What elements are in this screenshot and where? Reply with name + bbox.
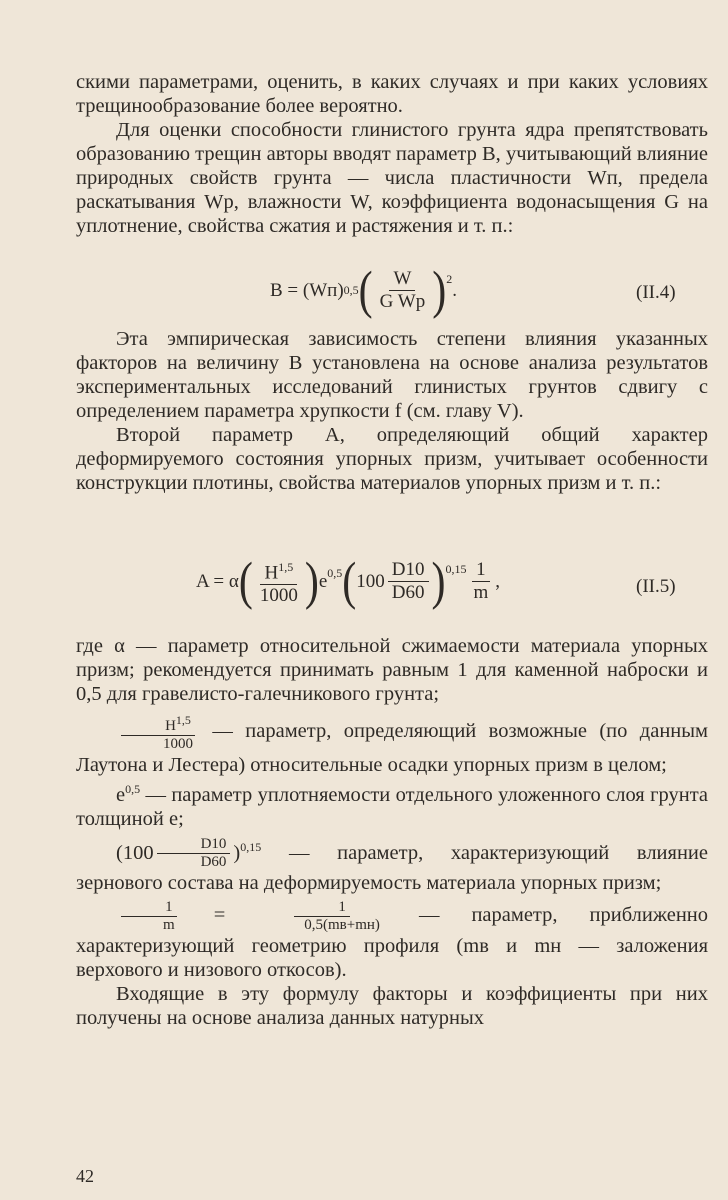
definition-d-numerator: D10: [157, 836, 231, 854]
formula-ii-4-lhs: B = (Wп): [270, 279, 344, 301]
left-paren: (: [238, 552, 253, 611]
paragraph-empirical: Эта эмпирическая зависимость степени влияния указанных факторов на величину B установлена на основе анализа результатов экспериментальных исследований глинистых грунтов сдвигу с определением параметра хрупкости f (см. главу V).: [76, 328, 708, 422]
definition-m-fraction-2: [260, 899, 384, 934]
formula-ii-5-fraction-d: [388, 559, 429, 604]
symbol-e: e: [318, 570, 328, 592]
fraction-m-denominator: m: [473, 582, 489, 604]
definition-e-text: — параметр уплотняемости отдельного уложенного слоя грунта толщиной e;: [76, 783, 708, 830]
definition-m: [76, 899, 708, 982]
equation-number-ii-5: (II.5): [636, 576, 676, 597]
text-block-definitions: [76, 634, 708, 1030]
fraction-d-numerator: D10: [388, 559, 429, 582]
formula-ii-5-fraction-m: [470, 559, 493, 604]
definition-d-fraction: [157, 836, 231, 871]
right-paren: ): [304, 552, 319, 611]
exp-h: 1,5: [175, 713, 191, 727]
symbol-h: H: [165, 718, 176, 734]
paragraph-parameter-b: Для оценки способности глинистого грунта ядра препятствовать образованию трещин авторы вводят параметр B, учитывающий влияние природных свойств грунта — числа пластичности Wп, предела раскатывания Wр, влажности W, коэффициента водонасыщения G на уплотнение, свойства сжатия и растяжения и т. п.:: [76, 119, 708, 237]
definition-h-numerator: [121, 712, 195, 736]
formula-ii-4-exp2: 2: [446, 272, 453, 286]
definition-h-text: — параметр, определяющий возможные (по данным Лаутона и Лестера) относительные осадки упорных призм в целом;: [76, 720, 709, 776]
page-number: 42: [76, 1166, 94, 1186]
left-paren: (: [358, 261, 373, 320]
fraction-h-numerator: [260, 556, 297, 585]
formula-ii-4-denominator: G Wр: [379, 291, 426, 312]
exp-e: 0,5: [327, 566, 343, 580]
fraction-d-denominator: D60: [391, 582, 425, 604]
formula-ii-4-numerator: W: [389, 268, 415, 291]
fraction-m-numerator: 1: [472, 559, 490, 582]
formula-ii-5-tail: ,: [495, 570, 501, 592]
formula-ii-5-fraction-h: [256, 556, 302, 607]
definition-d-exp: 0,15: [240, 839, 262, 854]
formula-ii-5-lhs: A = α: [196, 570, 239, 592]
formula-ii-4: [270, 261, 457, 320]
formula-ii-5: [196, 552, 501, 611]
definition-m-numerator: 1: [121, 899, 177, 917]
definition-d-pre: (100: [116, 841, 154, 864]
exp-h: 1,5: [278, 560, 294, 574]
exp-d: 0,15: [445, 562, 467, 576]
definition-d-text: — параметр, характеризующий влияние зернового состава на деформируемость материала упорных призм;: [76, 841, 708, 895]
equation-number-ii-4: (II.4): [636, 282, 676, 303]
left-paren: (: [342, 552, 357, 611]
definition-m-denominator-2: 0,5(mв+mн): [304, 917, 380, 934]
right-paren: ): [432, 261, 447, 320]
definition-h: [76, 712, 708, 777]
definition-m-numerator-2: 1: [294, 899, 350, 917]
definition-e-exp: 0,5: [125, 782, 141, 796]
paragraph-factors: Входящие в эту формулу факторы и коэффициенты при них получены на основе анализа данных натурных: [76, 983, 708, 1030]
formula-ii-4-fraction: [376, 268, 430, 313]
fraction-h-denominator: 1000: [259, 585, 298, 607]
formula-ii-4-exp: 0,5: [343, 283, 359, 297]
definition-h-fraction: [119, 712, 197, 753]
definition-d-denominator: D60: [200, 854, 227, 871]
symbol-h: H: [264, 562, 279, 584]
text-block-middle: [76, 327, 708, 495]
definition-m-eq: =: [213, 904, 226, 927]
definition-d: (100 $\frac{D10}{D60}$ )$^{0,15}$ — параметр, характеризующий влияние зернового состава на деформируемость материала упорных призм;: [76, 836, 708, 895]
paragraph-alpha: где α — параметр относительной сжимаемости материала упорных призм; рекомендуется принимать равным 1 для каменной наброски и 0,5 для гравелисто-галечникового грунта;: [76, 635, 708, 705]
definition-e-symbol: e: [116, 783, 126, 806]
paragraph-parameter-a: Второй параметр A, определяющий общий характер деформируемого состояния упорных призм, учитывает особенности конструкции плотины, свойства материалов упорных призм и т. п.:: [76, 424, 708, 494]
right-paren: ): [431, 552, 446, 611]
definition-m-fraction: [119, 899, 179, 934]
definition-h-denominator: 1000: [163, 736, 193, 752]
text-block-top: [76, 70, 708, 238]
definition-e: [76, 777, 708, 831]
definition-m-denominator: m: [163, 917, 175, 934]
formula-ii-4-tail: .: [452, 279, 457, 301]
definition-m-text: — параметр, приближенно характеризующий геометрию профиля (mв и mн — заложения верхового и низового откосов).: [76, 904, 709, 982]
paragraph-continuation: скими параметрами, оценить, в каких случаях и при каких условиях трещинообразование более вероятно.: [76, 71, 708, 117]
constant-100: 100: [356, 570, 385, 592]
